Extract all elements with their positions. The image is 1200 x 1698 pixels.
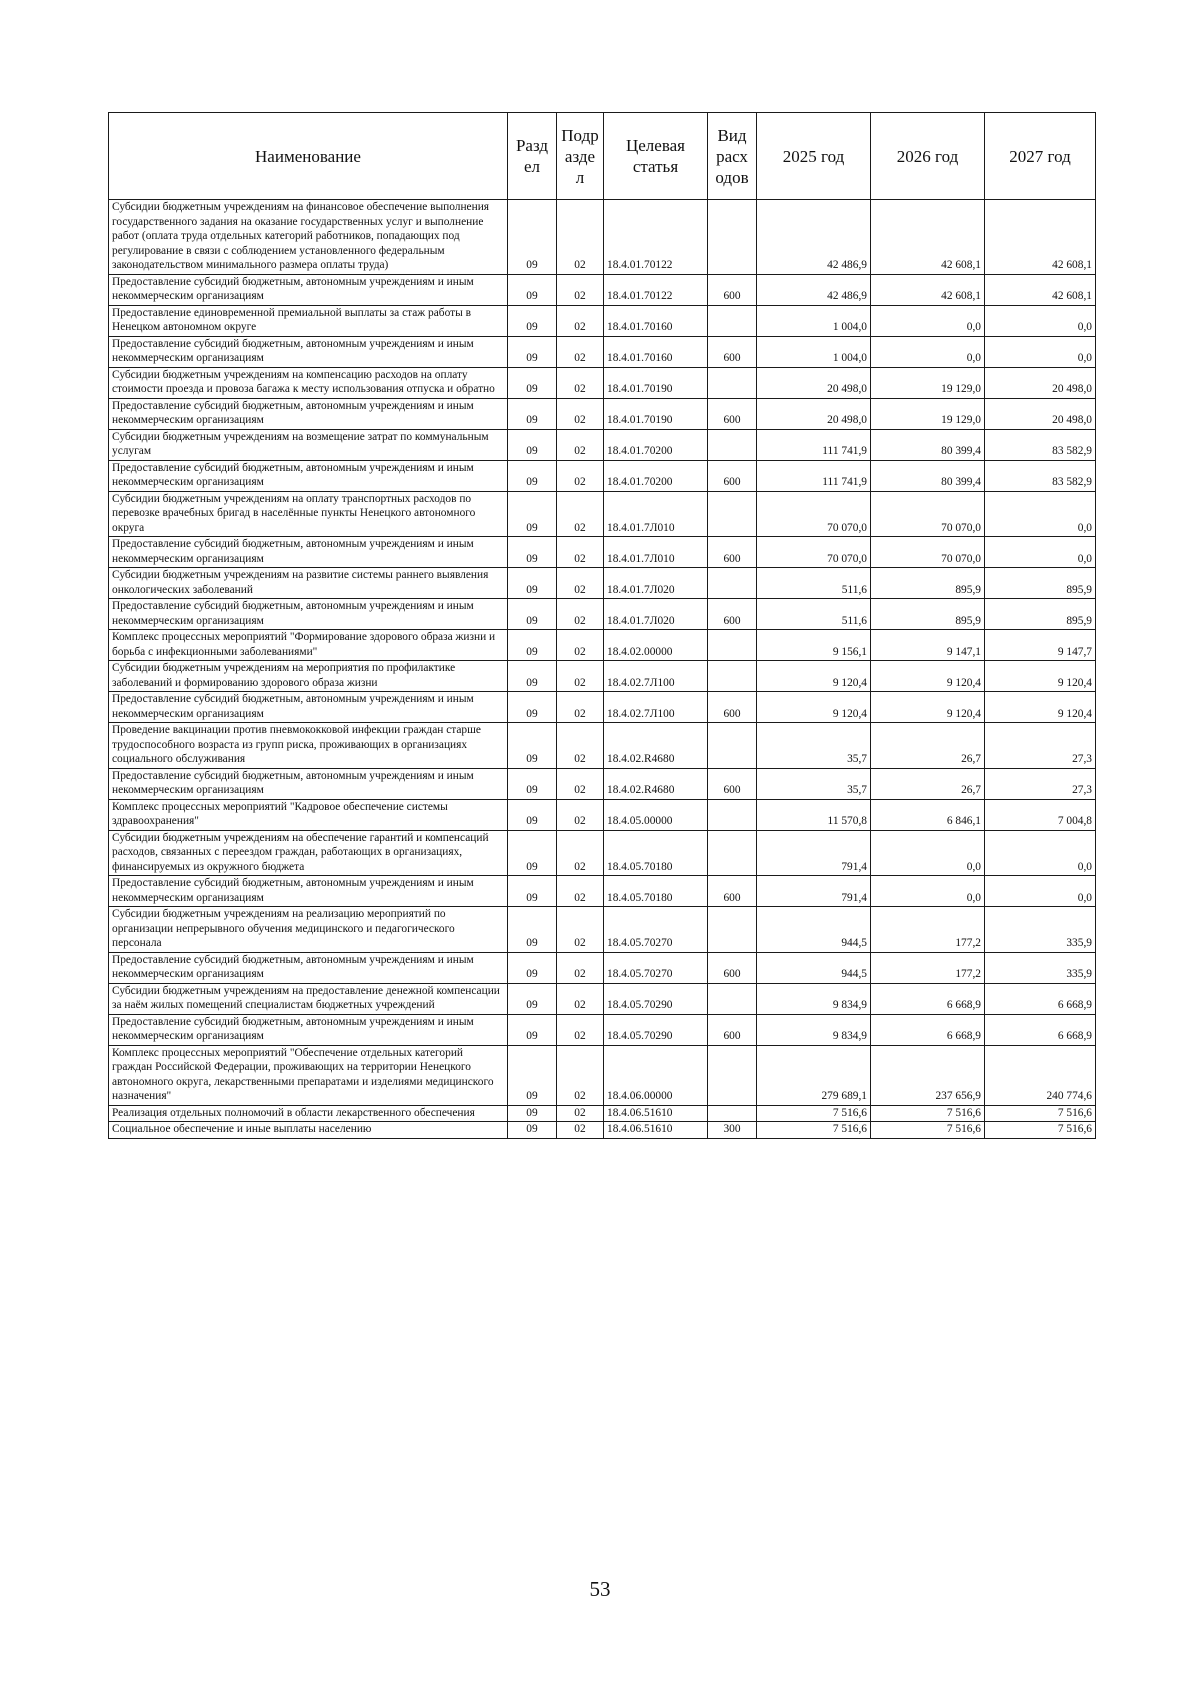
row-value-2025: 9 120,4 xyxy=(757,692,871,723)
row-value-2025: 1 004,0 xyxy=(757,336,871,367)
row-expense-type: 600 xyxy=(708,1014,757,1045)
row-value-2025: 7 516,6 xyxy=(757,1105,871,1122)
row-expense-type: 600 xyxy=(708,336,757,367)
header-target-article xyxy=(604,113,708,200)
row-target-article: 18.4.01.70122 xyxy=(604,274,708,305)
row-target-article: 18.4.05.70270 xyxy=(604,907,708,953)
row-target-article: 18.4.01.70160 xyxy=(604,336,708,367)
row-target-article: 18.4.01.70200 xyxy=(604,460,708,491)
row-subsection: 02 xyxy=(557,460,604,491)
row-value-2027: 20 498,0 xyxy=(985,367,1096,398)
row-value-2027: 240 774,6 xyxy=(985,1045,1096,1105)
row-section: 09 xyxy=(508,336,557,367)
row-value-2026: 70 070,0 xyxy=(871,491,985,537)
row-name: Комплекс процессных мероприятий "Формирование здорового образа жизни и борьба с инфекционными заболеваниями" xyxy=(109,630,508,661)
row-subsection: 02 xyxy=(557,429,604,460)
row-value-2027: 42 608,1 xyxy=(985,200,1096,275)
row-section: 09 xyxy=(508,367,557,398)
row-subsection: 02 xyxy=(557,692,604,723)
header-subsection xyxy=(557,113,604,200)
row-subsection: 02 xyxy=(557,630,604,661)
table-row xyxy=(109,491,1096,537)
row-value-2025: 944,5 xyxy=(757,952,871,983)
row-name: Предоставление субсидий бюджетным, автономным учреждениям и иным некоммерческим организациям xyxy=(109,599,508,630)
table-row xyxy=(109,952,1096,983)
row-value-2025: 42 486,9 xyxy=(757,274,871,305)
row-target-article: 18.4.05.70270 xyxy=(604,952,708,983)
row-name: Предоставление субсидий бюджетным, автономным учреждениям и иным некоммерческим организациям xyxy=(109,274,508,305)
table-row xyxy=(109,599,1096,630)
row-target-article: 18.4.02.R4680 xyxy=(604,723,708,769)
row-target-article: 18.4.02.7Л100 xyxy=(604,692,708,723)
row-value-2027: 7 004,8 xyxy=(985,799,1096,830)
row-value-2025: 11 570,8 xyxy=(757,799,871,830)
row-target-article: 18.4.01.7Л010 xyxy=(604,537,708,568)
row-subsection: 02 xyxy=(557,305,604,336)
table-row xyxy=(109,274,1096,305)
table-row xyxy=(109,367,1096,398)
header-section xyxy=(508,113,557,200)
row-value-2026: 0,0 xyxy=(871,305,985,336)
row-target-article: 18.4.01.7Л020 xyxy=(604,599,708,630)
row-target-article: 18.4.06.51610 xyxy=(604,1105,708,1122)
row-subsection: 02 xyxy=(557,1045,604,1105)
row-subsection: 02 xyxy=(557,491,604,537)
row-value-2026: 9 147,1 xyxy=(871,630,985,661)
row-value-2027: 9 147,7 xyxy=(985,630,1096,661)
row-target-article: 18.4.05.70290 xyxy=(604,983,708,1014)
row-subsection: 02 xyxy=(557,876,604,907)
row-target-article: 18.4.01.70190 xyxy=(604,367,708,398)
row-value-2027: 0,0 xyxy=(985,336,1096,367)
table-row xyxy=(109,568,1096,599)
row-value-2025: 70 070,0 xyxy=(757,491,871,537)
row-section: 09 xyxy=(508,630,557,661)
table-row xyxy=(109,907,1096,953)
row-value-2025: 9 834,9 xyxy=(757,1014,871,1045)
row-value-2026: 0,0 xyxy=(871,336,985,367)
row-section: 09 xyxy=(508,491,557,537)
table-row xyxy=(109,398,1096,429)
row-subsection: 02 xyxy=(557,907,604,953)
row-value-2025: 944,5 xyxy=(757,907,871,953)
row-value-2027: 27,3 xyxy=(985,768,1096,799)
row-name: Реализация отдельных полномочий в области лекарственного обеспечения xyxy=(109,1105,508,1122)
row-value-2026: 9 120,4 xyxy=(871,661,985,692)
row-expense-type: 600 xyxy=(708,876,757,907)
header-expense-type xyxy=(708,113,757,200)
row-value-2027: 0,0 xyxy=(985,876,1096,907)
header-expense-type-text: Вид расх одов xyxy=(715,125,749,187)
row-value-2027: 895,9 xyxy=(985,599,1096,630)
row-target-article: 18.4.02.00000 xyxy=(604,630,708,661)
row-name: Субсидии бюджетным учреждениям на оплату транспортных расходов по перевозке врачебных бригад в населённые пункты Ненецкого автономного округа xyxy=(109,491,508,537)
row-target-article: 18.4.02.7Л100 xyxy=(604,661,708,692)
row-value-2027: 895,9 xyxy=(985,568,1096,599)
row-section: 09 xyxy=(508,200,557,275)
row-value-2027: 9 120,4 xyxy=(985,661,1096,692)
row-target-article: 18.4.01.7Л020 xyxy=(604,568,708,599)
row-expense-type xyxy=(708,907,757,953)
row-name: Предоставление субсидий бюджетным, автономным учреждениям и иным некоммерческим организациям xyxy=(109,537,508,568)
row-expense-type: 600 xyxy=(708,398,757,429)
row-section: 09 xyxy=(508,983,557,1014)
row-value-2027: 83 582,9 xyxy=(985,460,1096,491)
row-name: Предоставление субсидий бюджетным, автономным учреждениям и иным некоммерческим организациям xyxy=(109,876,508,907)
row-section: 09 xyxy=(508,398,557,429)
row-section: 09 xyxy=(508,768,557,799)
row-section: 09 xyxy=(508,305,557,336)
row-expense-type xyxy=(708,200,757,275)
table-row xyxy=(109,1014,1096,1045)
row-expense-type: 600 xyxy=(708,599,757,630)
row-section: 09 xyxy=(508,537,557,568)
row-value-2025: 70 070,0 xyxy=(757,537,871,568)
row-value-2027: 42 608,1 xyxy=(985,274,1096,305)
row-name: Субсидии бюджетным учреждениям на финансовое обеспечение выполнения государственного задания на оказание государственных услуг и выполнение работ (оплата труда отдельных категорий работников, попадающих под регулирование в связи с соблюдением установленного федеральным законодательством минимального размера оплаты труда) xyxy=(109,200,508,275)
row-name: Предоставление субсидий бюджетным, автономным учреждениям и иным некоммерческим организациям xyxy=(109,952,508,983)
row-value-2026: 177,2 xyxy=(871,907,985,953)
header-2026: 2026 год xyxy=(871,113,985,200)
row-value-2026: 6 668,9 xyxy=(871,1014,985,1045)
row-value-2027: 335,9 xyxy=(985,907,1096,953)
row-section: 09 xyxy=(508,661,557,692)
row-subsection: 02 xyxy=(557,599,604,630)
row-target-article: 18.4.05.00000 xyxy=(604,799,708,830)
table-row xyxy=(109,1122,1096,1139)
row-subsection: 02 xyxy=(557,799,604,830)
row-value-2026: 0,0 xyxy=(871,830,985,876)
row-subsection: 02 xyxy=(557,768,604,799)
row-subsection: 02 xyxy=(557,336,604,367)
row-subsection: 02 xyxy=(557,398,604,429)
row-target-article: 18.4.01.70200 xyxy=(604,429,708,460)
header-2025: 2025 год xyxy=(757,113,871,200)
row-target-article: 18.4.01.7Л010 xyxy=(604,491,708,537)
row-target-article: 18.4.06.51610 xyxy=(604,1122,708,1139)
row-section: 09 xyxy=(508,429,557,460)
table-row xyxy=(109,799,1096,830)
row-subsection: 02 xyxy=(557,723,604,769)
row-subsection: 02 xyxy=(557,367,604,398)
row-name: Субсидии бюджетным учреждениям на реализацию мероприятий по организации непрерывного обучения медицинского и педагогического персонала xyxy=(109,907,508,953)
row-section: 09 xyxy=(508,568,557,599)
row-value-2027: 7 516,6 xyxy=(985,1105,1096,1122)
row-subsection: 02 xyxy=(557,830,604,876)
budget-table xyxy=(108,112,1096,1139)
row-name: Субсидии бюджетным учреждениям на обеспечение гарантий и компенсаций расходов, связанных с переездом граждан, работающих в организациях, финансируемых из окружного бюджета xyxy=(109,830,508,876)
row-target-article: 18.4.01.70122 xyxy=(604,200,708,275)
row-value-2025: 20 498,0 xyxy=(757,367,871,398)
row-expense-type xyxy=(708,367,757,398)
row-expense-type xyxy=(708,429,757,460)
table-row xyxy=(109,336,1096,367)
row-value-2027: 20 498,0 xyxy=(985,398,1096,429)
row-name: Проведение вакцинации против пневмококковой инфекции граждан старше трудоспособного возраста из групп риска, проживающих в организациях социального обслуживания xyxy=(109,723,508,769)
header-section-text: Разд ел xyxy=(515,136,549,176)
row-name: Субсидии бюджетным учреждениям на предоставление денежной компенсации за наём жилых помещений специалистам бюджетных учреждений xyxy=(109,983,508,1014)
row-value-2026: 9 120,4 xyxy=(871,692,985,723)
row-name: Предоставление субсидий бюджетным, автономным учреждениям и иным некоммерческим организациям xyxy=(109,1014,508,1045)
row-section: 09 xyxy=(508,692,557,723)
row-expense-type: 300 xyxy=(708,1122,757,1139)
row-subsection: 02 xyxy=(557,537,604,568)
table-row xyxy=(109,305,1096,336)
row-value-2026: 895,9 xyxy=(871,599,985,630)
row-name: Социальное обеспечение и иные выплаты населению xyxy=(109,1122,508,1139)
row-name: Предоставление субсидий бюджетным, автономным учреждениям и иным некоммерческим организациям xyxy=(109,768,508,799)
table-row xyxy=(109,661,1096,692)
row-name: Предоставление субсидий бюджетным, автономным учреждениям и иным некоммерческим организациям xyxy=(109,336,508,367)
row-expense-type: 600 xyxy=(708,692,757,723)
row-name: Субсидии бюджетным учреждениям на развитие системы раннего выявления онкологических заболеваний xyxy=(109,568,508,599)
row-name: Предоставление субсидий бюджетным, автономным учреждениям и иным некоммерческим организациям xyxy=(109,398,508,429)
row-value-2027: 6 668,9 xyxy=(985,1014,1096,1045)
header-subsection-text: Подр азде л xyxy=(561,125,599,187)
row-value-2027: 0,0 xyxy=(985,830,1096,876)
row-expense-type: 600 xyxy=(708,952,757,983)
row-value-2026: 19 129,0 xyxy=(871,398,985,429)
row-subsection: 02 xyxy=(557,568,604,599)
row-name: Субсидии бюджетным учреждениям на возмещение затрат по коммунальным услугам xyxy=(109,429,508,460)
row-section: 09 xyxy=(508,952,557,983)
row-value-2027: 7 516,6 xyxy=(985,1122,1096,1139)
row-subsection: 02 xyxy=(557,200,604,275)
row-value-2026: 0,0 xyxy=(871,876,985,907)
row-value-2026: 6 668,9 xyxy=(871,983,985,1014)
row-target-article: 18.4.05.70180 xyxy=(604,830,708,876)
row-value-2026: 26,7 xyxy=(871,768,985,799)
row-name: Предоставление субсидий бюджетным, автономным учреждениям и иным некоммерческим организациям xyxy=(109,460,508,491)
row-value-2027: 9 120,4 xyxy=(985,692,1096,723)
row-expense-type: 600 xyxy=(708,460,757,491)
row-value-2026: 70 070,0 xyxy=(871,537,985,568)
row-section: 09 xyxy=(508,1014,557,1045)
row-name: Комплекс процессных мероприятий "Обеспечение отдельных категорий граждан Российской Федерации, проживающих на территории Ненецкого автономного округа, лекарственными препаратами и изделиями медицинского назначения" xyxy=(109,1045,508,1105)
row-value-2026: 7 516,6 xyxy=(871,1105,985,1122)
row-value-2026: 19 129,0 xyxy=(871,367,985,398)
row-value-2026: 42 608,1 xyxy=(871,200,985,275)
row-target-article: 18.4.06.00000 xyxy=(604,1045,708,1105)
table-row xyxy=(109,200,1096,275)
row-subsection: 02 xyxy=(557,983,604,1014)
row-value-2026: 80 399,4 xyxy=(871,429,985,460)
table-row xyxy=(109,692,1096,723)
row-value-2026: 26,7 xyxy=(871,723,985,769)
row-value-2027: 0,0 xyxy=(985,491,1096,537)
row-value-2027: 335,9 xyxy=(985,952,1096,983)
row-subsection: 02 xyxy=(557,1105,604,1122)
row-expense-type xyxy=(708,491,757,537)
row-value-2025: 9 834,9 xyxy=(757,983,871,1014)
row-value-2025: 42 486,9 xyxy=(757,200,871,275)
row-value-2025: 279 689,1 xyxy=(757,1045,871,1105)
row-value-2026: 7 516,6 xyxy=(871,1122,985,1139)
row-section: 09 xyxy=(508,723,557,769)
row-expense-type xyxy=(708,568,757,599)
header-target-article-text: Целевая статья xyxy=(625,136,686,176)
row-expense-type xyxy=(708,983,757,1014)
row-value-2027: 0,0 xyxy=(985,537,1096,568)
row-value-2025: 9 120,4 xyxy=(757,661,871,692)
row-value-2025: 7 516,6 xyxy=(757,1122,871,1139)
row-value-2025: 9 156,1 xyxy=(757,630,871,661)
row-section: 09 xyxy=(508,1105,557,1122)
row-target-article: 18.4.01.70190 xyxy=(604,398,708,429)
table-row xyxy=(109,630,1096,661)
table-row xyxy=(109,768,1096,799)
row-name: Предоставление субсидий бюджетным, автономным учреждениям и иным некоммерческим организациям xyxy=(109,692,508,723)
row-value-2025: 791,4 xyxy=(757,830,871,876)
row-value-2025: 1 004,0 xyxy=(757,305,871,336)
row-target-article: 18.4.01.70160 xyxy=(604,305,708,336)
table-row xyxy=(109,723,1096,769)
row-value-2025: 111 741,9 xyxy=(757,460,871,491)
page-number: 53 xyxy=(589,1577,611,1601)
table-row xyxy=(109,460,1096,491)
row-value-2026: 895,9 xyxy=(871,568,985,599)
row-subsection: 02 xyxy=(557,952,604,983)
header-2027: 2027 год xyxy=(985,113,1096,200)
row-expense-type xyxy=(708,1045,757,1105)
row-expense-type: 600 xyxy=(708,537,757,568)
row-section: 09 xyxy=(508,907,557,953)
row-target-article: 18.4.02.R4680 xyxy=(604,768,708,799)
table-row xyxy=(109,876,1096,907)
row-section: 09 xyxy=(508,1122,557,1139)
row-name: Предоставление единовременной премиальной выплаты за стаж работы в Ненецком автономном округе xyxy=(109,305,508,336)
row-value-2025: 35,7 xyxy=(757,723,871,769)
row-subsection: 02 xyxy=(557,274,604,305)
row-section: 09 xyxy=(508,599,557,630)
table-header-row xyxy=(109,113,1096,200)
row-section: 09 xyxy=(508,1045,557,1105)
row-expense-type xyxy=(708,661,757,692)
table-row xyxy=(109,1045,1096,1105)
row-value-2025: 511,6 xyxy=(757,568,871,599)
row-name: Субсидии бюджетным учреждениям на мероприятия по профилактике заболеваний и формированию здорового образа жизни xyxy=(109,661,508,692)
table-row xyxy=(109,537,1096,568)
row-section: 09 xyxy=(508,830,557,876)
row-value-2027: 6 668,9 xyxy=(985,983,1096,1014)
header-name: Наименование xyxy=(109,113,508,200)
row-expense-type xyxy=(708,799,757,830)
row-value-2027: 27,3 xyxy=(985,723,1096,769)
row-expense-type: 600 xyxy=(708,768,757,799)
row-value-2025: 35,7 xyxy=(757,768,871,799)
row-value-2026: 80 399,4 xyxy=(871,460,985,491)
row-value-2025: 511,6 xyxy=(757,599,871,630)
row-section: 09 xyxy=(508,799,557,830)
row-value-2025: 20 498,0 xyxy=(757,398,871,429)
table-row xyxy=(109,830,1096,876)
row-value-2026: 42 608,1 xyxy=(871,274,985,305)
row-target-article: 18.4.05.70290 xyxy=(604,1014,708,1045)
row-value-2027: 83 582,9 xyxy=(985,429,1096,460)
row-value-2025: 791,4 xyxy=(757,876,871,907)
row-subsection: 02 xyxy=(557,1122,604,1139)
row-value-2025: 111 741,9 xyxy=(757,429,871,460)
row-expense-type xyxy=(708,1105,757,1122)
table-body xyxy=(109,200,1096,1139)
table-row xyxy=(109,983,1096,1014)
row-value-2026: 6 846,1 xyxy=(871,799,985,830)
table-row xyxy=(109,429,1096,460)
row-expense-type xyxy=(708,630,757,661)
row-name: Субсидии бюджетным учреждениям на компенсацию расходов на оплату стоимости проезда и провоза багажа к месту использования отпуска и обратно xyxy=(109,367,508,398)
row-value-2026: 177,2 xyxy=(871,952,985,983)
row-section: 09 xyxy=(508,274,557,305)
row-section: 09 xyxy=(508,460,557,491)
row-expense-type xyxy=(708,723,757,769)
row-subsection: 02 xyxy=(557,1014,604,1045)
row-target-article: 18.4.05.70180 xyxy=(604,876,708,907)
table-row xyxy=(109,1105,1096,1122)
row-expense-type xyxy=(708,830,757,876)
row-expense-type xyxy=(708,305,757,336)
row-subsection: 02 xyxy=(557,661,604,692)
row-name: Комплекс процессных мероприятий "Кадровое обеспечение системы здравоохранения" xyxy=(109,799,508,830)
row-value-2026: 237 656,9 xyxy=(871,1045,985,1105)
row-value-2027: 0,0 xyxy=(985,305,1096,336)
row-expense-type: 600 xyxy=(708,274,757,305)
row-section: 09 xyxy=(508,876,557,907)
